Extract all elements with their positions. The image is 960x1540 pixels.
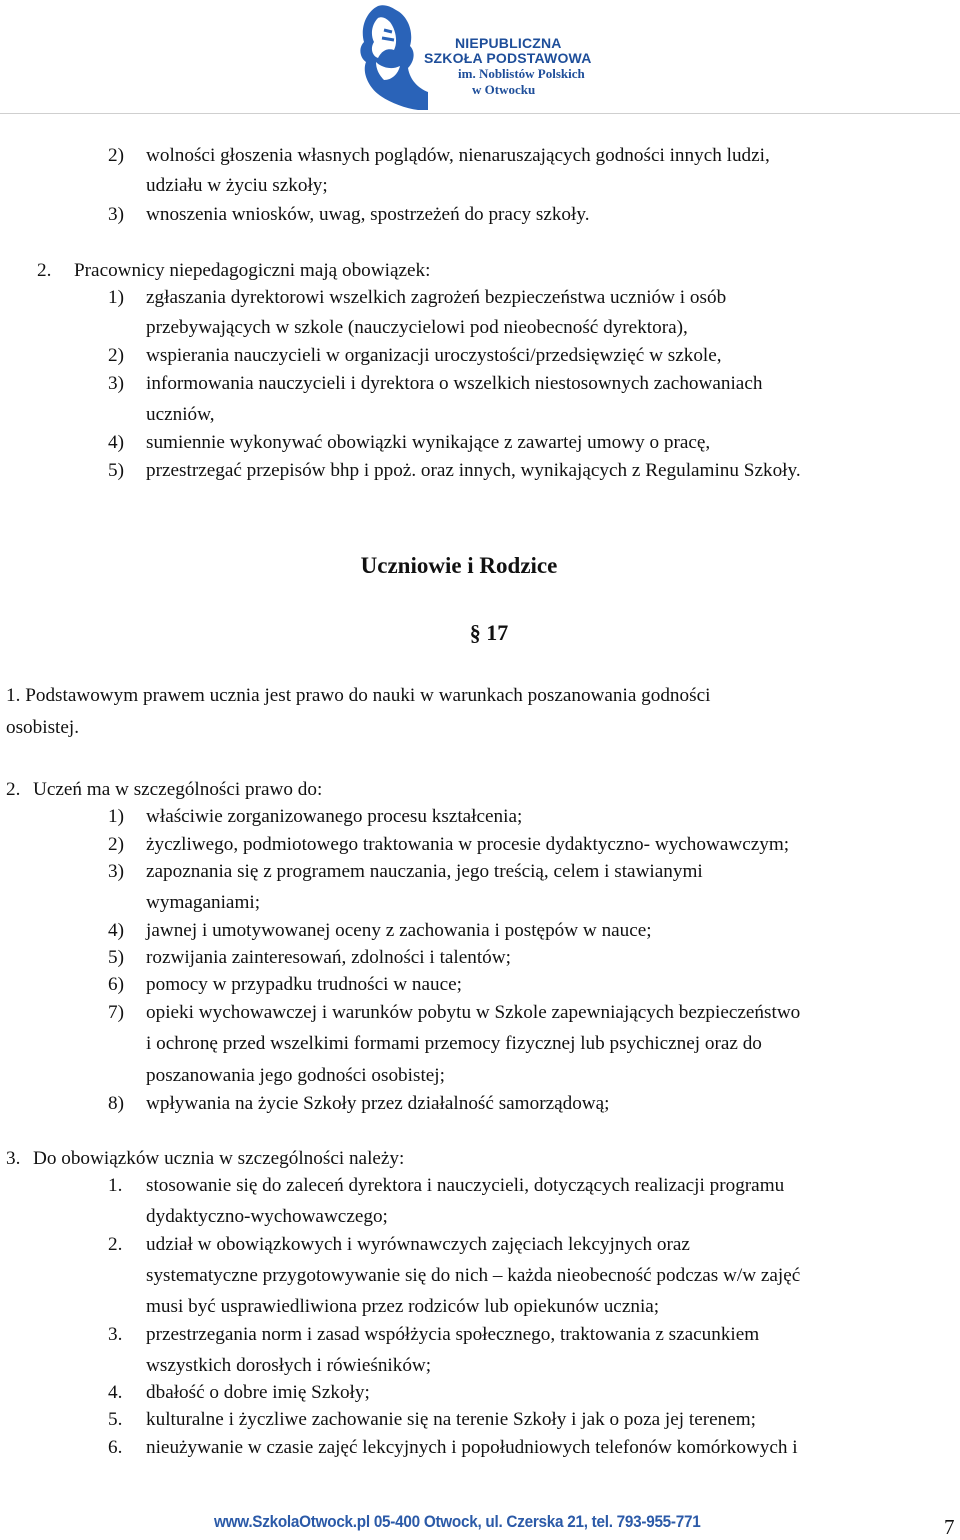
- chapter-title: Uczniowie i Rodzice: [360, 553, 558, 578]
- page-number: 7: [944, 1515, 955, 1539]
- paragraph-number: § 17: [469, 620, 509, 645]
- list-item-continuation: dydaktyczno-wychowawczego;: [146, 1206, 388, 1227]
- paragraph-text: 1. Podstawowym prawem ucznia jest prawo do nauki w warunkach poszanowania godności: [6, 685, 711, 706]
- paragraph-text-continuation: osobistej.: [6, 717, 80, 738]
- school-logo-portrait-icon: [348, 2, 430, 112]
- list-item-continuation: musi być usprawiedliwiona przez rodziców lub opiekunów ucznia;: [146, 1296, 660, 1317]
- page-header: [0, 0, 960, 116]
- list-item-continuation: wszystkich dorosłych i rówieśników;: [146, 1355, 432, 1376]
- school-name-line4: w Otwocku: [472, 82, 536, 97]
- footer-contact: www.SzkolaOtwock.pl 05-400 Otwock, ul. Czerska 21, tel. 793-955-771: [214, 1512, 701, 1531]
- list-item-continuation: przebywających w szkole (nauczycielowi pod nieobecność dyrektora),: [146, 317, 688, 338]
- list-item-continuation: systematyczne przygotowywanie się do nich – każda nieobecność podczas w/w zajęć: [146, 1265, 801, 1286]
- school-name-line1: NIEPUBLICZNA: [455, 35, 562, 51]
- school-name-line3: im. Noblistów Polskich: [458, 66, 585, 81]
- school-name: [424, 36, 604, 98]
- list-item-continuation: udziału w życiu szkoły;: [146, 175, 328, 196]
- list-item-continuation: i ochronę przed wszelkimi formami przemocy fizycznej lub psychicznej oraz do: [146, 1033, 762, 1054]
- list-item-continuation: poszanowania jego godności osobistej;: [146, 1065, 445, 1086]
- list-item-continuation: wymaganiami;: [146, 892, 261, 913]
- list-item-continuation: uczniów,: [146, 404, 215, 425]
- school-name-line2: SZKOŁA PODSTAWOWA: [424, 50, 592, 66]
- header-divider: [0, 113, 960, 114]
